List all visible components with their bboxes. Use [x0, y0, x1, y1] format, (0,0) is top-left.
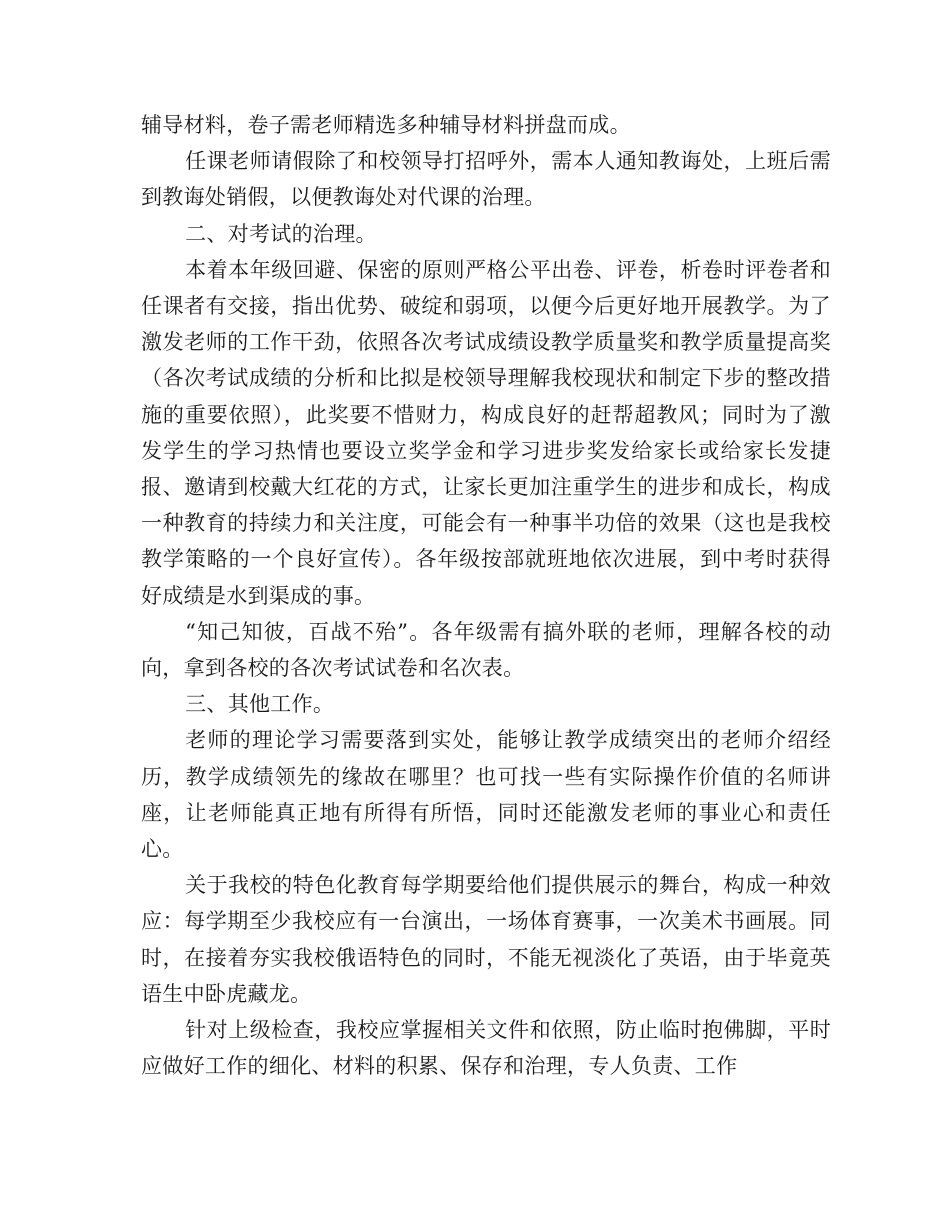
paragraph-5: 老师的理论学习需要落到实处，能够让教学成绩突出的老师介绍经历，教学成绩领先的缘故在哪里？也可找一些有实际操作价值的名师讲座，让老师能真正地有所得有所悟，同时还能激发老师的事业心和责任心。 [141, 728, 831, 862]
section-heading-2: 二、对考试的治理。 [185, 221, 377, 246]
paragraph-2: 任课老师请假除了和校领导打招呼外，需本人通知教诲处，上班后需到教诲处销假，以便教诲处对代课的治理。 [141, 149, 831, 210]
paragraph-4: “知己知彼，百战不殆”。各年级需有搞外联的老师，理解各校的动向，拿到各校的各次考试试卷和名次表。 [141, 619, 831, 681]
paragraph-1: 辅导材料，卷子需老师精选多种辅导材料拼盘而成。 [141, 113, 631, 137]
section-heading-3: 三、其他工作。 [185, 692, 335, 717]
paragraph-7: 针对上级检查，我校应掌握相关文件和依照，防止临时抱佛脚，平时应做好工作的细化、材料的积累、保存和治理，专人负责、工作 [141, 1018, 831, 1079]
paragraph-3: 本着本年级回避、保密的原则严格公平出卷、评卷，析卷时评卷者和任课者有交接，指出优势、破绽和弱项，以便今后更好地开展教学。为了激发老师的工作干劲，依照各次考试成绩设教学质量奖和教学质量提高奖（各次考试成绩的分析和比拟是校领导理解我校现状和制定下步的整改措施的重要依照），此奖要不惜财力，构成良好的赶帮超教风；同时为了激发学生的学习热情也要设立奖学金和学习进步奖发给家长或给家长发捷报、邀请到校戴大红花的方式，让家长更加注重学生的进步和成长，构成一种教育的持续力和关注度，可能会有一种事半功倍的效果（这也是我校教学策略的一个良好宣传）。各年级按部就班地依次进展，到中考时获得好成绩是水到渠成的事。 [141, 257, 831, 608]
document-page [141, 107, 831, 1084]
paragraph-6: 关于我校的特色化教育每学期要给他们提供展示的舞台，构成一种效应：每学期至少我校应有一台演出，一场体育赛事，一次美术书画展。同时，在接着夯实我校俄语特色的同时，不能无视淡化了英语，由于毕竟英语生中卧虎藏龙。 [141, 873, 831, 1006]
